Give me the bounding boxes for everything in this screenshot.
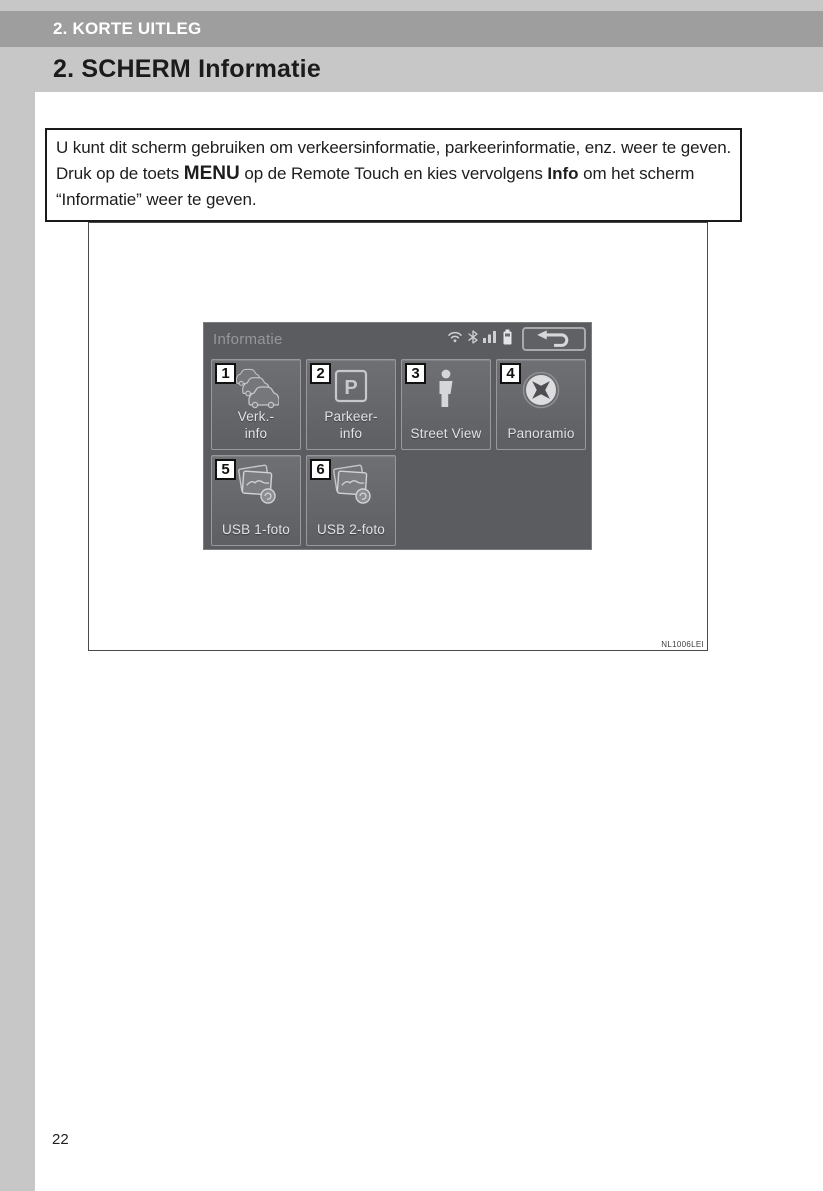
page-number: 22 xyxy=(52,1131,69,1148)
infotainment-screen xyxy=(203,322,592,550)
screen-button-usb2-foto[interactable] xyxy=(306,455,396,546)
section-title-band xyxy=(0,47,823,92)
parking-icon xyxy=(307,367,395,405)
chapter-header: 2. KORTE UITLEG xyxy=(53,19,202,38)
top-edge-strip xyxy=(0,0,823,11)
status-icon-group xyxy=(447,329,513,350)
photos-icon xyxy=(212,463,300,507)
return-arrow-icon xyxy=(534,329,574,349)
left-margin-rail xyxy=(0,92,35,1191)
callout-number-4: 4 xyxy=(500,363,521,384)
callout-number-3: 3 xyxy=(405,363,426,384)
page-title: 2. SCHERM Informatie xyxy=(53,55,321,83)
screen-title: Informatie xyxy=(213,330,283,348)
screen-button-panoramio[interactable] xyxy=(496,359,586,450)
button-label: Panoramio xyxy=(507,426,575,441)
button-label: USB 2-foto xyxy=(316,522,386,537)
wifi-icon xyxy=(447,330,463,348)
note-text-part1: U kunt dit scherm gebruiken om verkeersinformatie, parkeerinformatie, enz. weer te geven. Druk op de toets xyxy=(56,138,732,183)
back-button[interactable] xyxy=(522,327,586,351)
figure-frame xyxy=(88,222,708,651)
button-label: Street View xyxy=(410,426,482,441)
bluetooth-icon xyxy=(468,330,478,349)
chapter-header-band xyxy=(0,11,823,47)
panoramio-icon xyxy=(497,369,585,411)
screen-button-grid xyxy=(211,359,586,546)
screen-titlebar xyxy=(204,323,591,355)
info-key-label: Info xyxy=(547,164,579,183)
button-label: Verk.- info xyxy=(237,409,275,441)
note-text-part2: op de Remote Touch en kies vervolgens xyxy=(239,164,548,183)
battery-icon xyxy=(502,329,513,350)
screen-button-parkeer-info[interactable] xyxy=(306,359,396,450)
svg-text:P: P xyxy=(344,377,358,399)
screen-button-usb1-foto[interactable] xyxy=(211,455,301,546)
photos-icon xyxy=(307,463,395,507)
signal-strength-icon xyxy=(483,330,497,348)
callout-number-1: 1 xyxy=(215,363,236,384)
note-text-part3: om het scherm “Informatie” weer te geven. xyxy=(56,164,695,209)
button-label: USB 1-foto xyxy=(221,522,291,537)
button-label: Parkeer- info xyxy=(324,409,378,441)
figure-code: NL1006LEI xyxy=(661,640,704,649)
instruction-note-box xyxy=(45,128,742,222)
callout-number-2: 2 xyxy=(310,363,331,384)
callout-number-6: 6 xyxy=(310,459,331,480)
screen-button-street-view[interactable] xyxy=(401,359,491,450)
screen-button-verk-info[interactable] xyxy=(211,359,301,450)
callout-number-5: 5 xyxy=(215,459,236,480)
traffic-icon xyxy=(212,367,300,409)
pegman-icon xyxy=(402,369,490,411)
menu-key-label: MENU xyxy=(183,163,240,184)
